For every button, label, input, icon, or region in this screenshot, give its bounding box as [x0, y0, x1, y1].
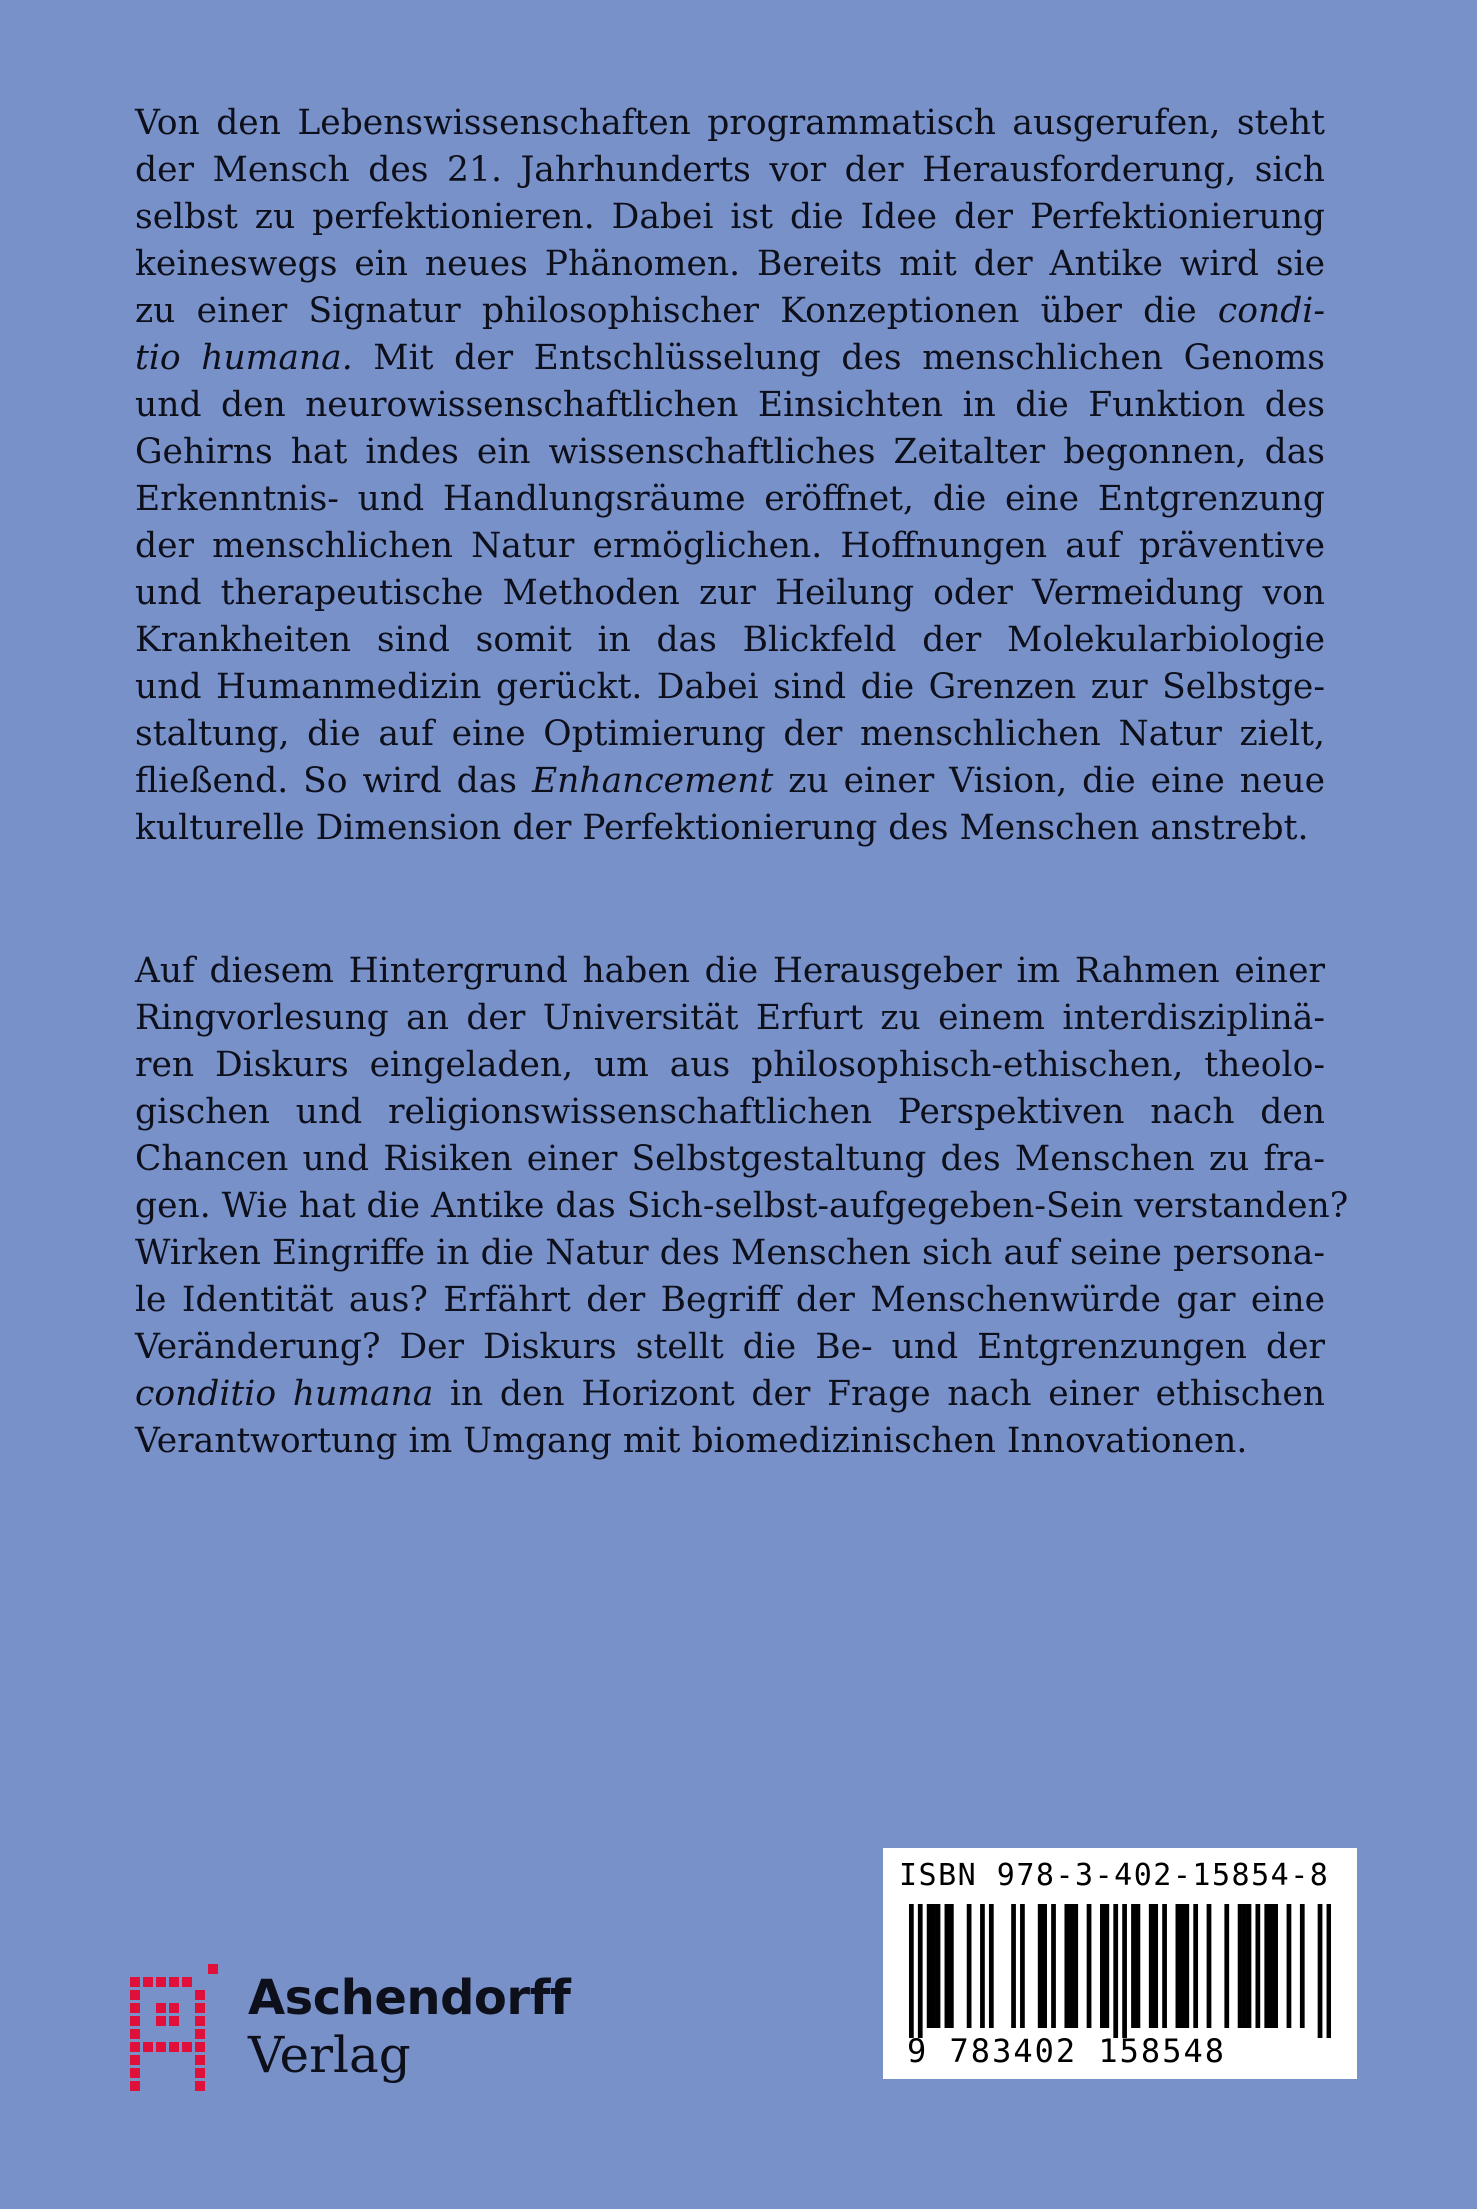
blurb-paragraph-1	[135, 100, 1325, 852]
isbn-barcode-panel	[883, 1848, 1357, 2079]
text-line: keineswegs ein neues Phänomen. Bereits mit der Antike wird sie	[135, 244, 1325, 284]
text-line: Von den Lebenswissenschaften programmatisch ausgerufen, steht	[135, 103, 1325, 143]
text-line: zu einer Signatur philosophischer Konzeptionen über die condi-	[135, 291, 1325, 331]
text-line: Krankheiten sind somit in das Blickfeld der Molekularbiologie	[135, 620, 1325, 660]
text-line: kulturelle Dimension der Perfektionierung des Menschen anstrebt.	[135, 808, 1309, 848]
text-line: Chancen und Risiken einer Selbstgestaltung des Menschen zu fra-	[135, 1139, 1325, 1179]
text-line: gischen und religionswissenschaftlichen Perspektiven nach den	[135, 1092, 1325, 1132]
text-line: tio humana. Mit der Entschlüsselung des menschlichen Genoms	[135, 338, 1325, 378]
publisher-logo	[126, 1962, 571, 2102]
text-line: der menschlichen Natur ermöglichen. Hoffnungen auf präventive	[135, 526, 1325, 566]
text-line: Erkenntnis- und Handlungsräume eröffnet, die eine Entgrenzung	[135, 479, 1325, 519]
barcode-digits: 9 783402 158548	[907, 2032, 1226, 2070]
text-line: Veränderung? Der Diskurs stellt die Be- und Entgrenzungen der	[135, 1327, 1325, 1367]
text-line: fließend. So wird das Enhancement zu einer Vision, die eine neue	[135, 761, 1325, 801]
text-line: und den neurowissenschaftlichen Einsichten in die Funktion des	[135, 385, 1325, 425]
text-line: conditio humana in den Horizont der Frage nach einer ethischen	[135, 1374, 1325, 1414]
publisher-subtitle: Verlag	[248, 2026, 411, 2084]
publisher-name: Aschendorff	[248, 1970, 571, 2026]
text-line: Ringvorlesung an der Universität Erfurt zu einem interdisziplinä-	[135, 998, 1325, 1038]
text-line: Gehirns hat indes ein wissenschaftliches Zeitalter begonnen, das	[135, 432, 1325, 472]
text-line: und therapeutische Methoden zur Heilung oder Vermeidung von	[135, 573, 1325, 613]
text-line: staltung, die auf eine Optimierung der menschlichen Natur zielt,	[135, 714, 1325, 754]
text-line: Verantwortung im Umgang mit biomedizinischen Innovationen.	[135, 1421, 1248, 1461]
text-line: gen. Wie hat die Antike das Sich-selbst-aufgegeben-Sein verstanden?	[135, 1186, 1349, 1226]
text-line: und Humanmedizin gerückt. Dabei sind die Grenzen zur Selbstge-	[135, 667, 1325, 707]
text-line: selbst zu perfektionieren. Dabei ist die Idee der Perfektionierung	[135, 197, 1325, 237]
text-line: der Mensch des 21. Jahrhunderts vor der Herausforderung, sich	[135, 150, 1325, 190]
isbn-label: ISBN 978-3-402-15854-8	[899, 1858, 1330, 1893]
blurb-paragraph-2	[135, 948, 1349, 1465]
text-line: le Identität aus? Erfährt der Begriff der Menschenwürde gar eine	[135, 1280, 1325, 1320]
barcode-icon	[909, 1904, 1331, 2038]
text-line: Wirken Eingriffe in die Natur des Menschen sich auf seine persona-	[135, 1233, 1325, 1273]
text-line: ren Diskurs eingeladen, um aus philosophisch-ethischen, theolo-	[135, 1045, 1325, 1085]
text-line: Auf diesem Hintergrund haben die Herausgeber im Rahmen einer	[135, 951, 1325, 991]
publisher-logo-icon	[126, 1962, 236, 2094]
